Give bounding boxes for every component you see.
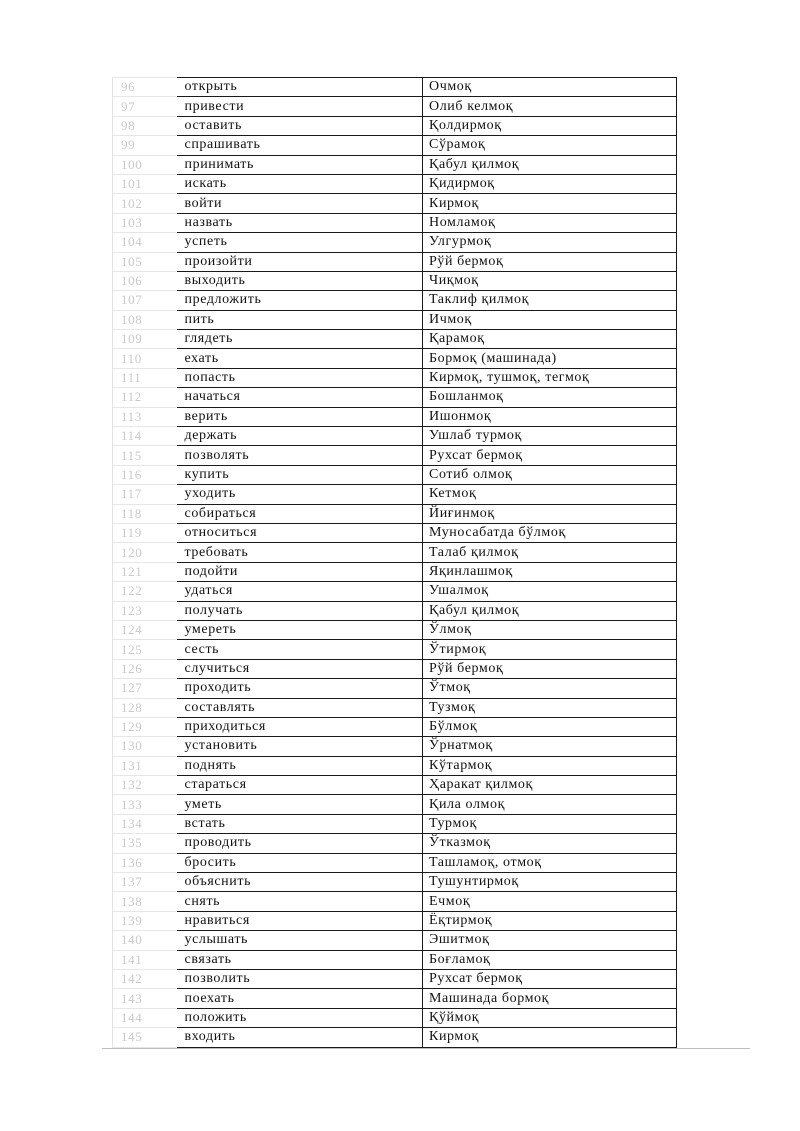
uzbek-translation: Улгурмоқ bbox=[423, 233, 677, 252]
row-number: 125 bbox=[113, 640, 177, 659]
uzbek-translation: Номламоқ bbox=[423, 213, 677, 232]
russian-word: требовать bbox=[177, 543, 423, 562]
uzbek-translation: Ўтирмоқ bbox=[423, 640, 677, 659]
uzbek-translation: Рўй бермоқ bbox=[423, 252, 677, 271]
uzbek-translation: Ўрнатмоқ bbox=[423, 737, 677, 756]
russian-word: стараться bbox=[177, 776, 423, 795]
uzbek-translation: Ҳаракат қилмоқ bbox=[423, 776, 677, 795]
uzbek-translation: Кирмоқ, тушмоқ, тегмоқ bbox=[423, 368, 677, 387]
russian-word: уходить bbox=[177, 485, 423, 504]
russian-word: открыть bbox=[177, 78, 423, 97]
russian-word: глядеть bbox=[177, 330, 423, 349]
table-row bbox=[113, 97, 677, 116]
row-number: 138 bbox=[113, 892, 177, 911]
page-footer-rule bbox=[102, 1048, 750, 1049]
row-number: 129 bbox=[113, 717, 177, 736]
russian-word: приходиться bbox=[177, 717, 423, 736]
uzbek-translation: Ушалмоқ bbox=[423, 582, 677, 601]
row-number: 119 bbox=[113, 523, 177, 542]
row-number: 134 bbox=[113, 814, 177, 833]
row-number: 109 bbox=[113, 330, 177, 349]
uzbek-translation: Боғламоқ bbox=[423, 950, 677, 969]
row-number: 124 bbox=[113, 620, 177, 639]
russian-word: попасть bbox=[177, 368, 423, 387]
table-row bbox=[113, 543, 677, 562]
row-number: 115 bbox=[113, 446, 177, 465]
uzbek-translation: Рухсат бермоқ bbox=[423, 969, 677, 988]
table-row bbox=[113, 1008, 677, 1027]
uzbek-translation: Ишонмоқ bbox=[423, 407, 677, 426]
row-number: 130 bbox=[113, 737, 177, 756]
uzbek-translation: Ўтказмоқ bbox=[423, 834, 677, 853]
row-number: 144 bbox=[113, 1008, 177, 1027]
row-number: 100 bbox=[113, 155, 177, 174]
table-row bbox=[113, 659, 677, 678]
russian-word: оставить bbox=[177, 116, 423, 135]
russian-word: предложить bbox=[177, 291, 423, 310]
row-number: 97 bbox=[113, 97, 177, 116]
russian-word: выходить bbox=[177, 271, 423, 290]
russian-word: привести bbox=[177, 97, 423, 116]
table-row bbox=[113, 310, 677, 329]
russian-word: искать bbox=[177, 174, 423, 193]
row-number: 133 bbox=[113, 795, 177, 814]
russian-word: позволить bbox=[177, 969, 423, 988]
table-row bbox=[113, 291, 677, 310]
table-row bbox=[113, 271, 677, 290]
russian-word: верить bbox=[177, 407, 423, 426]
table-row bbox=[113, 640, 677, 659]
table-row bbox=[113, 620, 677, 639]
russian-word: удаться bbox=[177, 582, 423, 601]
uzbek-translation: Тушунтирмоқ bbox=[423, 873, 677, 892]
vocabulary-table bbox=[112, 77, 677, 1048]
row-number: 122 bbox=[113, 582, 177, 601]
uzbek-translation: Яқинлашмоқ bbox=[423, 562, 677, 581]
table-row bbox=[113, 504, 677, 523]
row-number: 136 bbox=[113, 853, 177, 872]
row-number: 139 bbox=[113, 911, 177, 930]
row-number: 121 bbox=[113, 562, 177, 581]
table-row bbox=[113, 950, 677, 969]
table-row bbox=[113, 194, 677, 213]
row-number: 98 bbox=[113, 116, 177, 135]
table-row bbox=[113, 330, 677, 349]
russian-word: случиться bbox=[177, 659, 423, 678]
russian-word: поднять bbox=[177, 756, 423, 775]
uzbek-translation: Ичмоқ bbox=[423, 310, 677, 329]
uzbek-translation: Йиғинмоқ bbox=[423, 504, 677, 523]
russian-word: бросить bbox=[177, 853, 423, 872]
russian-word: назвать bbox=[177, 213, 423, 232]
table-row bbox=[113, 213, 677, 232]
uzbek-translation: Қолдирмоқ bbox=[423, 116, 677, 135]
uzbek-translation: Тузмоқ bbox=[423, 698, 677, 717]
russian-word: связать bbox=[177, 950, 423, 969]
table-row bbox=[113, 582, 677, 601]
russian-word: составлять bbox=[177, 698, 423, 717]
table-row bbox=[113, 349, 677, 368]
row-number: 140 bbox=[113, 931, 177, 950]
russian-word: нравиться bbox=[177, 911, 423, 930]
uzbek-translation: Кўтармоқ bbox=[423, 756, 677, 775]
table-row bbox=[113, 834, 677, 853]
uzbek-translation: Сўрамоқ bbox=[423, 136, 677, 155]
uzbek-translation: Таклиф қилмоқ bbox=[423, 291, 677, 310]
row-number: 131 bbox=[113, 756, 177, 775]
table-row bbox=[113, 717, 677, 736]
russian-word: умереть bbox=[177, 620, 423, 639]
uzbek-translation: Ўлмоқ bbox=[423, 620, 677, 639]
table-row bbox=[113, 931, 677, 950]
table-row bbox=[113, 523, 677, 542]
table-row bbox=[113, 776, 677, 795]
row-number: 120 bbox=[113, 543, 177, 562]
row-number: 107 bbox=[113, 291, 177, 310]
russian-word: снять bbox=[177, 892, 423, 911]
table-row bbox=[113, 795, 677, 814]
table-row bbox=[113, 446, 677, 465]
russian-word: сесть bbox=[177, 640, 423, 659]
uzbek-translation: Қўймоқ bbox=[423, 1008, 677, 1027]
russian-word: собираться bbox=[177, 504, 423, 523]
table-row bbox=[113, 892, 677, 911]
row-number: 143 bbox=[113, 989, 177, 1008]
row-number: 111 bbox=[113, 368, 177, 387]
table-row bbox=[113, 465, 677, 484]
vocabulary-table-body bbox=[113, 78, 677, 1048]
table-row bbox=[113, 989, 677, 1008]
row-number: 126 bbox=[113, 659, 177, 678]
table-row bbox=[113, 698, 677, 717]
table-row bbox=[113, 562, 677, 581]
russian-word: пить bbox=[177, 310, 423, 329]
russian-word: позволять bbox=[177, 446, 423, 465]
uzbek-translation: Эшитмоқ bbox=[423, 931, 677, 950]
row-number: 137 bbox=[113, 873, 177, 892]
russian-word: начаться bbox=[177, 388, 423, 407]
uzbek-translation: Турмоқ bbox=[423, 814, 677, 833]
russian-word: входить bbox=[177, 1028, 423, 1047]
table-row bbox=[113, 737, 677, 756]
table-row bbox=[113, 368, 677, 387]
row-number: 96 bbox=[113, 78, 177, 97]
row-number: 142 bbox=[113, 969, 177, 988]
russian-word: проводить bbox=[177, 834, 423, 853]
uzbek-translation: Кирмоқ bbox=[423, 194, 677, 213]
table-row bbox=[113, 969, 677, 988]
row-number: 102 bbox=[113, 194, 177, 213]
uzbek-translation: Қарамоқ bbox=[423, 330, 677, 349]
uzbek-translation: Чиқмоқ bbox=[423, 271, 677, 290]
uzbek-translation: Қабул қилмоқ bbox=[423, 601, 677, 620]
row-number: 108 bbox=[113, 310, 177, 329]
table-row bbox=[113, 873, 677, 892]
uzbek-translation: Очмоқ bbox=[423, 78, 677, 97]
uzbek-translation: Ушлаб турмоқ bbox=[423, 427, 677, 446]
row-number: 141 bbox=[113, 950, 177, 969]
table-row bbox=[113, 155, 677, 174]
russian-word: проходить bbox=[177, 679, 423, 698]
table-row bbox=[113, 1028, 677, 1047]
row-number: 104 bbox=[113, 233, 177, 252]
uzbek-translation: Бошланмоқ bbox=[423, 388, 677, 407]
uzbek-translation: Бормоқ (машинада) bbox=[423, 349, 677, 368]
uzbek-translation: Бўлмоқ bbox=[423, 717, 677, 736]
table-row bbox=[113, 233, 677, 252]
row-number: 114 bbox=[113, 427, 177, 446]
russian-word: подойти bbox=[177, 562, 423, 581]
row-number: 103 bbox=[113, 213, 177, 232]
table-row bbox=[113, 853, 677, 872]
table-row bbox=[113, 756, 677, 775]
row-number: 128 bbox=[113, 698, 177, 717]
table-row bbox=[113, 485, 677, 504]
russian-word: встать bbox=[177, 814, 423, 833]
uzbek-translation: Қила олмоқ bbox=[423, 795, 677, 814]
uzbek-translation: Машинада бормоқ bbox=[423, 989, 677, 1008]
row-number: 123 bbox=[113, 601, 177, 620]
row-number: 112 bbox=[113, 388, 177, 407]
table-row bbox=[113, 814, 677, 833]
russian-word: относиться bbox=[177, 523, 423, 542]
russian-word: установить bbox=[177, 737, 423, 756]
russian-word: произойти bbox=[177, 252, 423, 271]
row-number: 99 bbox=[113, 136, 177, 155]
table-row bbox=[113, 174, 677, 193]
russian-word: ехать bbox=[177, 349, 423, 368]
table-row bbox=[113, 252, 677, 271]
russian-word: спрашивать bbox=[177, 136, 423, 155]
table-row bbox=[113, 911, 677, 930]
russian-word: уметь bbox=[177, 795, 423, 814]
row-number: 135 bbox=[113, 834, 177, 853]
uzbek-translation: Қабул қилмоқ bbox=[423, 155, 677, 174]
table-row bbox=[113, 427, 677, 446]
table-row bbox=[113, 601, 677, 620]
uzbek-translation: Ўтмоқ bbox=[423, 679, 677, 698]
uzbek-translation: Талаб қилмоқ bbox=[423, 543, 677, 562]
uzbek-translation: Сотиб олмоқ bbox=[423, 465, 677, 484]
uzbek-translation: Кетмоқ bbox=[423, 485, 677, 504]
row-number: 105 bbox=[113, 252, 177, 271]
row-number: 145 bbox=[113, 1028, 177, 1047]
row-number: 117 bbox=[113, 485, 177, 504]
row-number: 118 bbox=[113, 504, 177, 523]
table-row bbox=[113, 679, 677, 698]
russian-word: получать bbox=[177, 601, 423, 620]
uzbek-translation: Ечмоқ bbox=[423, 892, 677, 911]
table-row bbox=[113, 136, 677, 155]
table-row bbox=[113, 116, 677, 135]
table-row bbox=[113, 388, 677, 407]
uzbek-translation: Олиб келмоқ bbox=[423, 97, 677, 116]
uzbek-translation: Ташламоқ, отмоқ bbox=[423, 853, 677, 872]
russian-word: купить bbox=[177, 465, 423, 484]
russian-word: держать bbox=[177, 427, 423, 446]
table-row bbox=[113, 78, 677, 97]
row-number: 113 bbox=[113, 407, 177, 426]
russian-word: принимать bbox=[177, 155, 423, 174]
russian-word: услышать bbox=[177, 931, 423, 950]
russian-word: объяснить bbox=[177, 873, 423, 892]
uzbek-translation: Ёқтирмоқ bbox=[423, 911, 677, 930]
russian-word: войти bbox=[177, 194, 423, 213]
row-number: 127 bbox=[113, 679, 177, 698]
row-number: 110 bbox=[113, 349, 177, 368]
row-number: 101 bbox=[113, 174, 177, 193]
uzbek-translation: Қидирмоқ bbox=[423, 174, 677, 193]
russian-word: успеть bbox=[177, 233, 423, 252]
uzbek-translation: Рухсат бермоқ bbox=[423, 446, 677, 465]
table-row bbox=[113, 407, 677, 426]
row-number: 132 bbox=[113, 776, 177, 795]
row-number: 106 bbox=[113, 271, 177, 290]
russian-word: положить bbox=[177, 1008, 423, 1027]
uzbek-translation: Рўй бермоқ bbox=[423, 659, 677, 678]
row-number: 116 bbox=[113, 465, 177, 484]
uzbek-translation: Кирмоқ bbox=[423, 1028, 677, 1047]
uzbek-translation: Муносабатда бўлмоқ bbox=[423, 523, 677, 542]
russian-word: поехать bbox=[177, 989, 423, 1008]
